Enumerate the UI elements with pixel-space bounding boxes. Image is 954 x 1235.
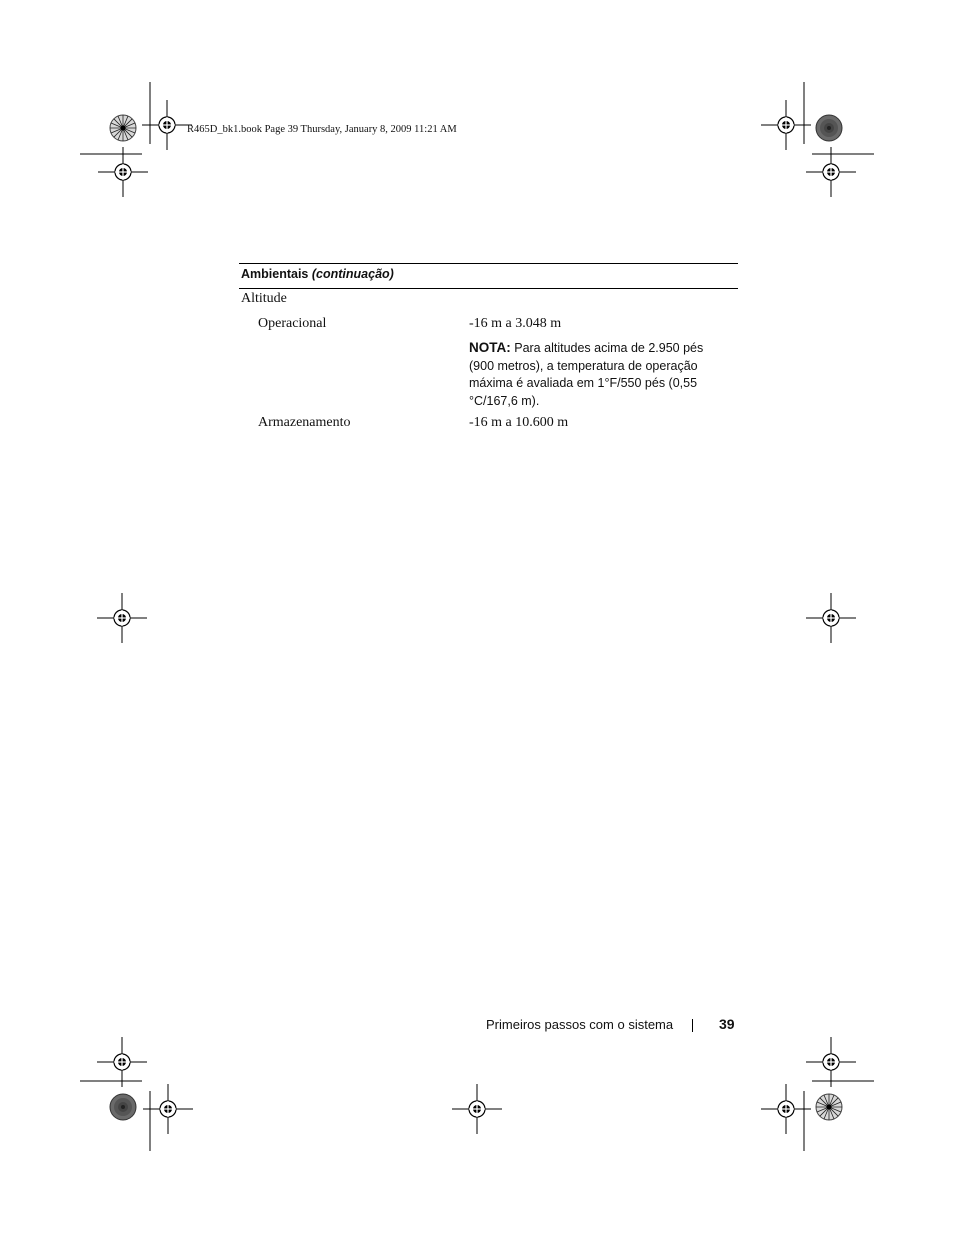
registration-mark-icon xyxy=(806,1037,856,1087)
registration-star-icon xyxy=(110,115,136,141)
footer-chapter-title: Primeiros passos com o sistema xyxy=(486,1017,674,1032)
row-label-operacional: Operacional xyxy=(258,316,327,331)
table-top-rule xyxy=(239,263,738,264)
row-value-armazenamento: -16 m a 10.600 m xyxy=(469,415,569,430)
table-title-main: Ambientais xyxy=(241,267,309,281)
registration-star-icon xyxy=(816,1094,842,1120)
registration-star-icon xyxy=(816,115,842,141)
note-label: NOTA: xyxy=(469,340,511,355)
book-info-header: R465D_bk1.book Page 39 Thursday, January 8, 2009 11:21 AM xyxy=(187,124,457,135)
registration-mark-icon xyxy=(452,1084,502,1134)
table-title-continuation: (continuação) xyxy=(311,267,394,281)
registration-star-icon xyxy=(110,1094,136,1120)
section-heading: Altitude xyxy=(241,291,287,306)
footer-separator xyxy=(692,1019,693,1032)
registration-mark-icon xyxy=(806,593,856,643)
row-value-operacional: -16 m a 3.048 m xyxy=(469,316,562,331)
row-label-armazenamento: Armazenamento xyxy=(258,415,351,430)
note-text: Para altitudes acima de 2.950 pés (900 metros), a temperatura de operação máxima é avaliada em 1°F/550 pés (0,55 °C/167,6 m). xyxy=(469,341,704,408)
table-header-rule xyxy=(239,288,738,289)
note-block xyxy=(469,339,731,410)
table-title xyxy=(241,267,394,281)
registration-mark-icon xyxy=(97,1037,147,1087)
registration-mark-icon xyxy=(97,593,147,643)
page-number: 39 xyxy=(719,1016,735,1032)
